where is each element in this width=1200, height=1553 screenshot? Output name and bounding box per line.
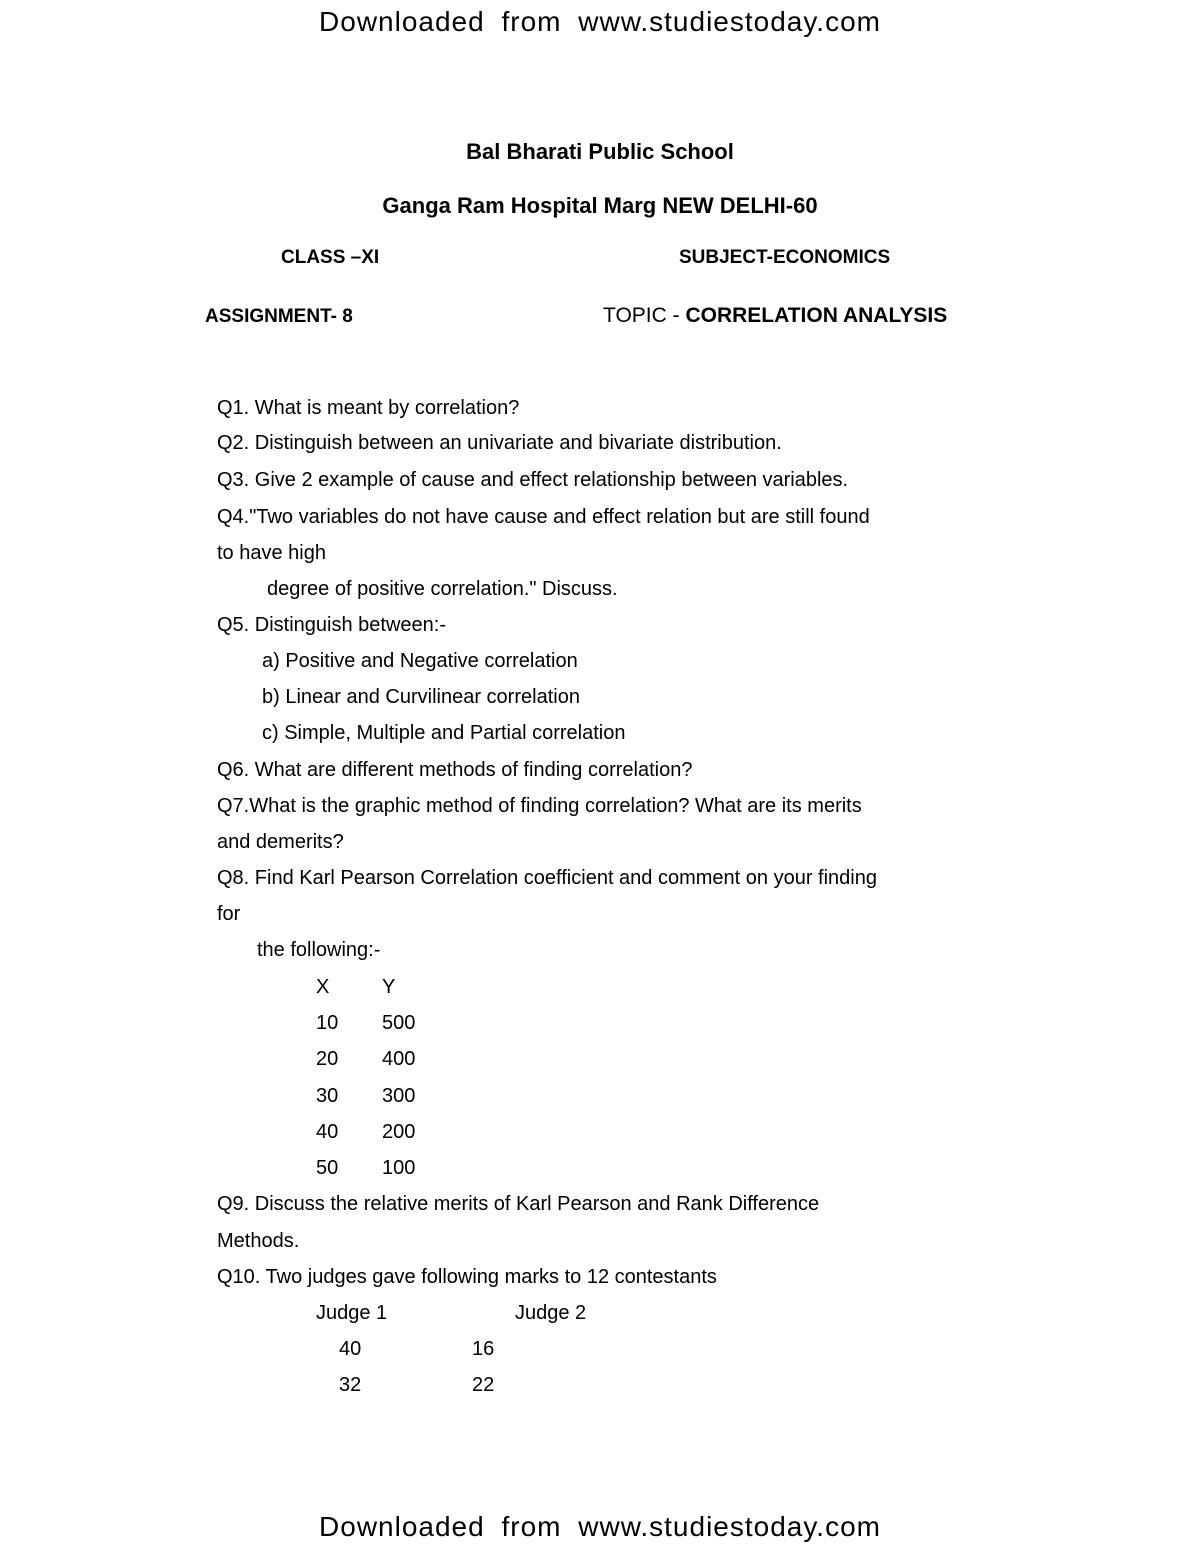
xy-cell-x: 40: [316, 1121, 339, 1143]
question-10: Q10. Two judges gave following marks to 12 contestants: [217, 1266, 717, 1288]
question-9-line-2: Methods.: [217, 1230, 300, 1252]
question-8-line-3: the following:-: [257, 939, 381, 961]
judges-cell-2: 16: [472, 1338, 495, 1360]
question-5: Q5. Distinguish between:-: [217, 614, 447, 636]
question-3: Q3. Give 2 example of cause and effect relationship between variables.: [217, 469, 849, 491]
assignment-label: ASSIGNMENT- 8: [205, 306, 353, 327]
question-8-line-2: for: [217, 903, 241, 925]
download-banner-bottom: Downloaded from www.studiestoday.com: [319, 1511, 881, 1542]
question-7-line-1: Q7.What is the graphic method of finding correlation? What are its merits: [217, 795, 862, 817]
judges-cell-1: 40: [339, 1338, 362, 1360]
question-4-line-1: Q4."Two variables do not have cause and effect relation but are still found: [217, 506, 870, 528]
question-7-line-2: and demerits?: [217, 831, 344, 853]
xy-header-x: X: [316, 976, 330, 998]
subject-label: SUBJECT-ECONOMICS: [679, 247, 891, 268]
question-5-a: a) Positive and Negative correlation: [262, 650, 578, 672]
xy-cell-y: 500: [382, 1012, 416, 1034]
school-address: Ganga Ram Hospital Marg NEW DELHI-60: [382, 193, 818, 218]
topic-prefix: TOPIC -: [603, 304, 686, 327]
question-2: Q2. Distinguish between an univariate and bivariate distribution.: [217, 432, 782, 454]
xy-cell-y: 400: [382, 1048, 416, 1070]
xy-cell-y: 200: [382, 1121, 416, 1143]
topic-line: [603, 304, 947, 328]
judges-header-2: Judge 2: [515, 1302, 587, 1324]
xy-cell-x: 20: [316, 1048, 339, 1070]
xy-cell-x: 10: [316, 1012, 339, 1034]
xy-header-y: Y: [382, 976, 396, 998]
xy-cell-y: 300: [382, 1085, 416, 1107]
judges-cell-1: 32: [339, 1374, 362, 1396]
xy-cell-x: 50: [316, 1157, 339, 1179]
download-banner-top: Downloaded from www.studiestoday.com: [319, 6, 881, 37]
question-1: Q1. What is meant by correlation?: [217, 397, 520, 419]
xy-cell-x: 30: [316, 1085, 339, 1107]
question-4-line-3: degree of positive correlation." Discuss.: [267, 578, 618, 600]
question-9-line-1: Q9. Discuss the relative merits of Karl Pearson and Rank Difference: [217, 1193, 820, 1215]
judges-header-1: Judge 1: [316, 1302, 388, 1324]
question-8-line-1: Q8. Find Karl Pearson Correlation coefficient and comment on your finding: [217, 867, 877, 889]
class-label: CLASS –XI: [281, 247, 380, 268]
question-4-line-2: to have high: [217, 542, 326, 564]
question-6: Q6. What are different methods of finding correlation?: [217, 759, 693, 781]
school-name: Bal Bharati Public School: [466, 139, 734, 164]
topic-value: CORRELATION ANALYSIS: [685, 304, 948, 327]
judges-cell-2: 22: [472, 1374, 495, 1396]
question-5-b: b) Linear and Curvilinear correlation: [262, 686, 580, 708]
question-5-c: c) Simple, Multiple and Partial correlation: [262, 722, 626, 744]
xy-cell-y: 100: [382, 1157, 416, 1179]
